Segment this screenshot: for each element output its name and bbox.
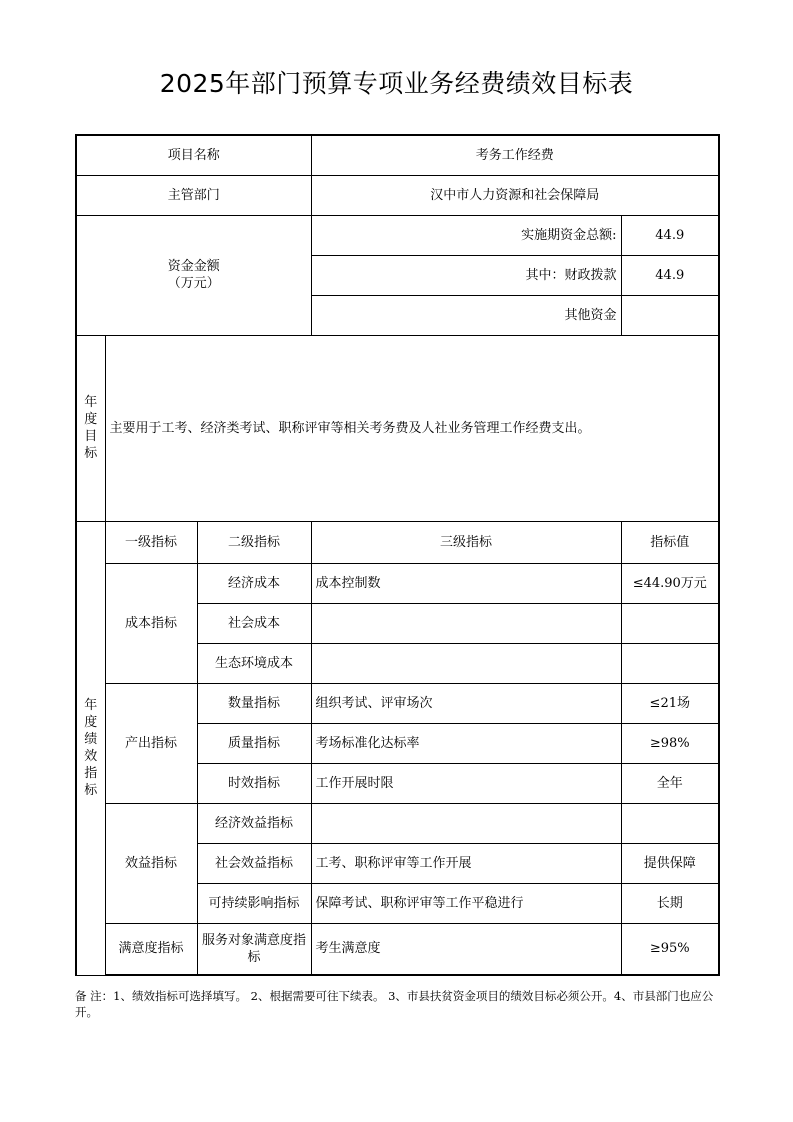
department-label: 主管部门 [76,175,311,215]
annual-goal-label [76,335,105,521]
other-funds-label: 其他资金 [311,295,621,335]
project-name-value: 考务工作经费 [311,135,719,175]
level2-cell: 经济效益指标 [197,803,311,843]
level2-cell: 生态环境成本 [197,643,311,683]
level2-cell: 服务对象满意度指标 [197,923,311,975]
indicator-value-cell: ≥95% [621,923,719,975]
indicator-value-cell [621,603,719,643]
level1-output: 产出指标 [105,683,197,803]
level3-cell [311,803,621,843]
indicator-value-cell: ≤44.90万元 [621,563,719,603]
level3-cell: 成本控制数 [311,563,621,603]
performance-indicators-label [76,521,105,975]
level2-cell: 数量指标 [197,683,311,723]
indicator-value-cell: 长期 [621,883,719,923]
total-funds-label: 实施期资金总额: [311,215,621,255]
level3-cell: 保障考试、职称评审等工作平稳进行 [311,883,621,923]
level3-cell [311,603,621,643]
funds-label [76,215,311,335]
level2-cell: 社会效益指标 [197,843,311,883]
funds-unit-text: （万元） [167,276,220,291]
indicator-value-cell: 全年 [621,763,719,803]
indicator-value-cell: ≤21场 [621,683,719,723]
level3-cell: 工作开展时限 [311,763,621,803]
indicators-label-char: 绩 [84,732,98,747]
header-value: 指标值 [621,521,719,563]
page-title: 2025年部门预算专项业务经费绩效目标表 [159,69,634,98]
funds-label-text: 资金金额 [167,259,220,274]
level3-cell: 考场标准化达标率 [311,723,621,763]
header-level1: 一级指标 [105,521,197,563]
level1-satisfaction: 满意度指标 [105,923,197,975]
level2-cell: 社会成本 [197,603,311,643]
level2-cell: 经济成本 [197,563,311,603]
level2-cell: 质量指标 [197,723,311,763]
indicators-label-char: 指 [84,766,98,781]
annual-goal-label-char: 度 [84,412,98,427]
level1-benefit: 效益指标 [105,803,197,923]
level2-cell: 时效指标 [197,763,311,803]
annual-goal-label-char: 年 [84,395,98,410]
fiscal-funds-value: 44.9 [621,255,719,295]
header-level3: 三级指标 [311,521,621,563]
department-value: 汉中市人力资源和社会保障局 [311,175,719,215]
total-funds-value: 44.9 [621,215,719,255]
level2-cell: 可持续影响指标 [197,883,311,923]
level1-cost: 成本指标 [105,563,197,683]
indicators-label-char: 效 [84,749,98,764]
level3-cell: 组织考试、评审场次 [311,683,621,723]
annual-goal-label-char: 目 [84,429,98,444]
indicator-value-cell: 提供保障 [621,843,719,883]
indicators-label-char: 年 [84,698,98,713]
header-level2: 二级指标 [197,521,311,563]
other-funds-value [621,295,719,335]
indicators-label-char: 度 [84,715,98,730]
annual-goal-text: 主要用于工考、经济类考试、职称评审等相关考务费及人社业务管理工作经费支出。 [105,335,719,521]
level3-cell: 考生满意度 [311,923,621,975]
fiscal-funds-label: 其中：财政拨款 [311,255,621,295]
level3-cell [311,643,621,683]
footnote: 备 注：1、绩效指标可选择填写。 2、根据需要可往下续表。 3、市县扶贫资金项目的绩效目标必须公开。4、市县部门也应公开。 [75,989,714,1019]
annual-goal-label-char: 标 [84,446,98,461]
indicator-value-cell [621,643,719,683]
indicator-value-cell: ≥98% [621,723,719,763]
indicators-label-char: 标 [84,783,98,798]
indicator-value-cell [621,803,719,843]
performance-target-table [75,134,720,976]
project-name-label: 项目名称 [76,135,311,175]
level3-cell: 工考、职称评审等工作开展 [311,843,621,883]
